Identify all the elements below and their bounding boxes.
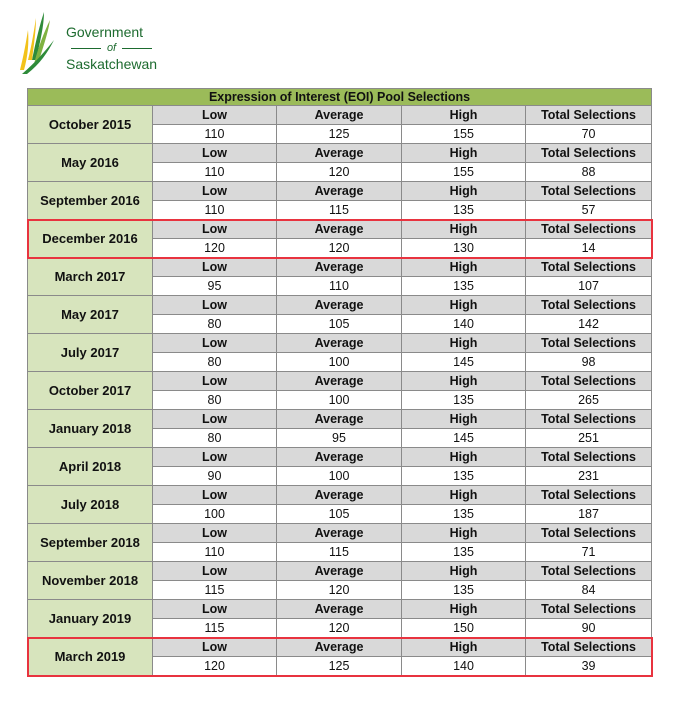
column-header: Total Selections [526, 258, 652, 277]
cell-high: 135 [402, 581, 526, 600]
logo-saskatchewan: Saskatchewan [66, 56, 158, 72]
column-header: Average [277, 144, 402, 163]
column-header: Low [153, 524, 277, 543]
table-row [28, 220, 652, 239]
wheat-icon [14, 10, 64, 78]
column-header: High [402, 106, 526, 125]
cell-average: 110 [277, 277, 402, 296]
cell-high: 135 [402, 391, 526, 410]
cell-high: 140 [402, 657, 526, 676]
column-header: Average [277, 372, 402, 391]
cell-high: 130 [402, 239, 526, 258]
table-row [28, 524, 652, 543]
row-date: January 2018 [28, 410, 153, 448]
column-header: Total Selections [526, 600, 652, 619]
column-header: High [402, 486, 526, 505]
cell-high: 135 [402, 505, 526, 524]
column-header: Low [153, 334, 277, 353]
column-header: Total Selections [526, 638, 652, 657]
table-row [28, 562, 652, 581]
cell-average: 120 [277, 619, 402, 638]
column-header: Low [153, 296, 277, 315]
row-date: September 2018 [28, 524, 153, 562]
table-title: Expression of Interest (EOI) Pool Selections [28, 89, 652, 106]
cell-high: 140 [402, 315, 526, 334]
cell-total: 84 [526, 581, 652, 600]
column-header: High [402, 524, 526, 543]
cell-average: 115 [277, 543, 402, 562]
column-header: High [402, 258, 526, 277]
column-header: Low [153, 258, 277, 277]
column-header: Total Selections [526, 372, 652, 391]
cell-low: 110 [153, 163, 277, 182]
column-header: High [402, 638, 526, 657]
column-header: Total Selections [526, 144, 652, 163]
cell-high: 150 [402, 619, 526, 638]
column-header: Average [277, 296, 402, 315]
column-header: High [402, 600, 526, 619]
column-header: Low [153, 600, 277, 619]
cell-average: 120 [277, 239, 402, 258]
row-date: July 2017 [28, 334, 153, 372]
cell-average: 115 [277, 201, 402, 220]
column-header: Low [153, 448, 277, 467]
column-header: Low [153, 220, 277, 239]
table-row [28, 258, 652, 277]
table-row [28, 296, 652, 315]
row-date: March 2019 [28, 638, 153, 676]
column-header: Total Selections [526, 334, 652, 353]
row-date: May 2016 [28, 144, 153, 182]
cell-low: 80 [153, 429, 277, 448]
row-date: December 2016 [28, 220, 153, 258]
cell-high: 145 [402, 429, 526, 448]
column-header: Average [277, 600, 402, 619]
row-date: November 2018 [28, 562, 153, 600]
column-header: Average [277, 106, 402, 125]
cell-low: 110 [153, 201, 277, 220]
column-header: Low [153, 562, 277, 581]
column-header: Average [277, 638, 402, 657]
cell-low: 80 [153, 315, 277, 334]
cell-average: 125 [277, 125, 402, 144]
cell-low: 115 [153, 619, 277, 638]
table-row [28, 600, 652, 619]
cell-low: 110 [153, 125, 277, 144]
row-date: July 2018 [28, 486, 153, 524]
column-header: Total Selections [526, 182, 652, 201]
column-header: Average [277, 182, 402, 201]
column-header: Low [153, 372, 277, 391]
cell-high: 135 [402, 467, 526, 486]
row-date: January 2019 [28, 600, 153, 638]
row-date: April 2018 [28, 448, 153, 486]
column-header: Low [153, 144, 277, 163]
cell-average: 100 [277, 353, 402, 372]
cell-low: 120 [153, 239, 277, 258]
column-header: Total Selections [526, 524, 652, 543]
table-row [28, 410, 652, 429]
cell-low: 80 [153, 391, 277, 410]
cell-high: 155 [402, 163, 526, 182]
column-header: High [402, 220, 526, 239]
cell-total: 251 [526, 429, 652, 448]
column-header: Total Selections [526, 220, 652, 239]
column-header: Low [153, 410, 277, 429]
cell-total: 107 [526, 277, 652, 296]
row-date: September 2016 [28, 182, 153, 220]
logo-wordmark [66, 24, 157, 72]
cell-average: 125 [277, 657, 402, 676]
table-row [28, 448, 652, 467]
column-header: Average [277, 562, 402, 581]
cell-total: 187 [526, 505, 652, 524]
column-header: Total Selections [526, 410, 652, 429]
cell-average: 100 [277, 467, 402, 486]
cell-low: 110 [153, 543, 277, 562]
cell-average: 100 [277, 391, 402, 410]
column-header: Average [277, 410, 402, 429]
row-date: March 2017 [28, 258, 153, 296]
column-header: High [402, 144, 526, 163]
cell-average: 105 [277, 315, 402, 334]
table-row [28, 182, 652, 201]
cell-low: 80 [153, 353, 277, 372]
cell-average: 105 [277, 505, 402, 524]
column-header: Average [277, 334, 402, 353]
table-row [28, 372, 652, 391]
column-header: High [402, 448, 526, 467]
cell-high: 155 [402, 125, 526, 144]
column-header: Average [277, 486, 402, 505]
column-header: Total Selections [526, 486, 652, 505]
table-row [28, 638, 652, 657]
cell-average: 120 [277, 163, 402, 182]
cell-high: 135 [402, 543, 526, 562]
table-row [28, 106, 652, 125]
column-header: High [402, 372, 526, 391]
cell-total: 70 [526, 125, 652, 144]
cell-high: 135 [402, 201, 526, 220]
cell-low: 115 [153, 581, 277, 600]
column-header: Total Selections [526, 562, 652, 581]
row-date: October 2017 [28, 372, 153, 410]
table-row [28, 486, 652, 505]
column-header: Total Selections [526, 448, 652, 467]
column-header: Average [277, 524, 402, 543]
logo-government: Government [66, 24, 144, 40]
cell-total: 88 [526, 163, 652, 182]
cell-total: 39 [526, 657, 652, 676]
cell-total: 57 [526, 201, 652, 220]
row-date: May 2017 [28, 296, 153, 334]
cell-high: 145 [402, 353, 526, 372]
table-row [28, 144, 652, 163]
cell-low: 95 [153, 277, 277, 296]
column-header: High [402, 334, 526, 353]
cell-low: 120 [153, 657, 277, 676]
column-header: Average [277, 448, 402, 467]
column-header: Low [153, 106, 277, 125]
column-header: Low [153, 486, 277, 505]
cell-total: 142 [526, 315, 652, 334]
table-row [28, 334, 652, 353]
column-header: High [402, 296, 526, 315]
cell-high: 135 [402, 277, 526, 296]
cell-average: 95 [277, 429, 402, 448]
cell-total: 265 [526, 391, 652, 410]
cell-low: 90 [153, 467, 277, 486]
logo-of: of [106, 42, 117, 54]
cell-total: 90 [526, 619, 652, 638]
column-header: High [402, 410, 526, 429]
cell-total: 231 [526, 467, 652, 486]
column-header: High [402, 562, 526, 581]
saskatchewan-logo [14, 10, 174, 78]
eoi-selections-table [27, 88, 652, 676]
column-header: Total Selections [526, 106, 652, 125]
cell-total: 98 [526, 353, 652, 372]
column-header: Low [153, 182, 277, 201]
cell-total: 14 [526, 239, 652, 258]
row-date: October 2015 [28, 106, 153, 144]
column-header: Average [277, 220, 402, 239]
cell-average: 120 [277, 581, 402, 600]
cell-total: 71 [526, 543, 652, 562]
cell-low: 100 [153, 505, 277, 524]
column-header: Low [153, 638, 277, 657]
column-header: Total Selections [526, 296, 652, 315]
column-header: High [402, 182, 526, 201]
column-header: Average [277, 258, 402, 277]
